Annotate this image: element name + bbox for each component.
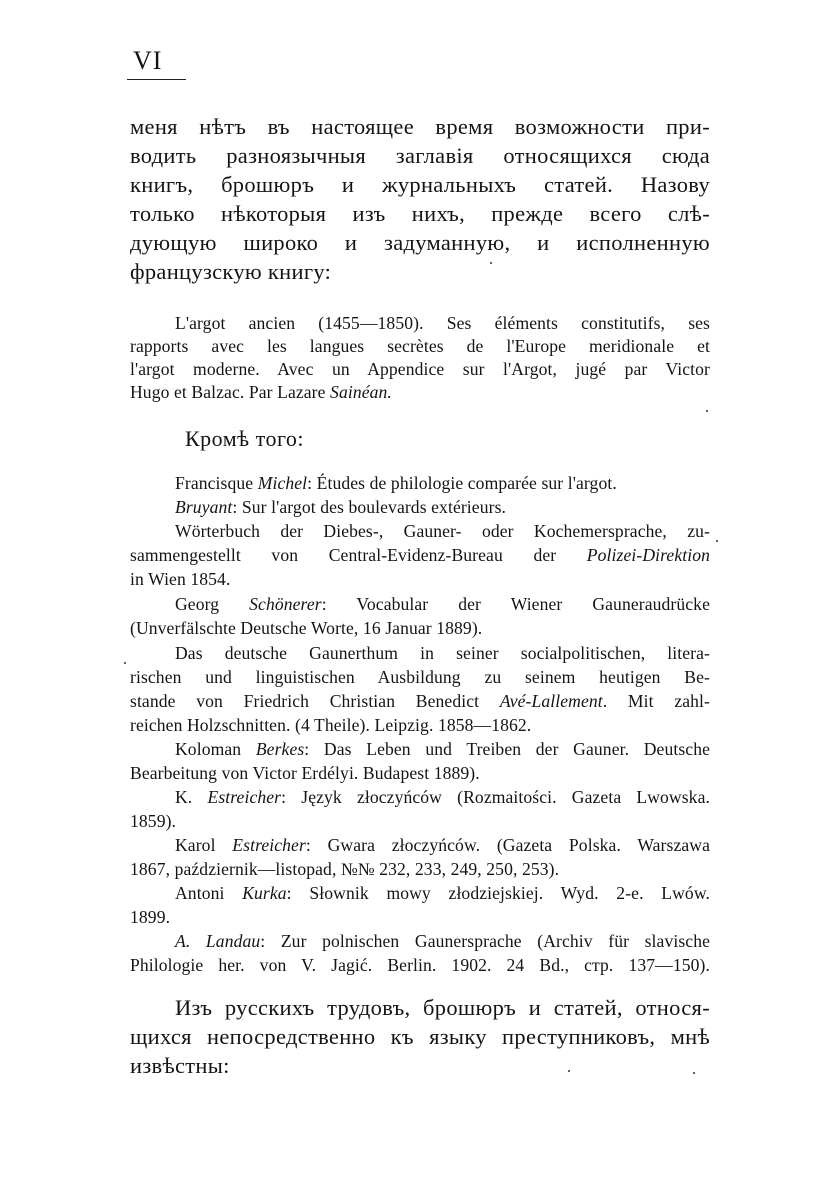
reference-gaunerthum: Das deutsche Gaunerthum in seiner socialpolitischen, litera- — [175, 643, 710, 663]
author-name: Bruyant — [175, 497, 233, 517]
reference-line: rischen und linguistischen Ausbildung zu seinem heutigen Be- — [130, 667, 710, 687]
scan-speck — [716, 540, 718, 542]
author-name: Estreicher — [232, 835, 306, 855]
author-name: Kurka — [242, 883, 287, 903]
reference-landau: A. Landau: Zur polnischen Gaunersprache (Archiv für slavische — [175, 931, 710, 951]
reference-line: 1899. — [130, 907, 171, 927]
scan-speck — [490, 262, 492, 264]
outro-line: щихся непосредственно къ языку преступниковъ, мнѣ — [130, 1024, 710, 1049]
scan-speck — [568, 1070, 570, 1072]
author-name: Michel — [257, 473, 308, 493]
reference-line: reichen Holzschnitten. (4 Theile). Leipzig. 1858—1862. — [130, 715, 532, 735]
reference-line: stande von Friedrich Christian Benedict Avé-Lallement. Mit zahl- — [130, 691, 710, 711]
section-heading: Кромѣ того: — [185, 426, 305, 451]
reference-line: sammengestellt von Central-Evidenz-Bureau der Polizei-Direktion — [130, 545, 710, 565]
page-number: VI — [133, 46, 163, 75]
reference-line: 1867, październik—listopad, №№ 232, 233, 249, 250, 253). — [130, 859, 560, 879]
reference-berkes: Koloman Berkes: Das Leben und Treiben der Gauner. Deutsche — [175, 739, 710, 759]
reference-kurka: Antoni Kurka: Słownik mowy złodziejskiej. Wyd. 2-e. Lwów. — [175, 883, 710, 903]
reference-line: Hugo et Balzac. Par Lazare Sainéan. — [130, 382, 392, 402]
outro-line: Изъ русскихъ трудовъ, брошюръ и статей, относя- — [175, 995, 710, 1020]
reference-line: 1859). — [130, 811, 177, 831]
reference-line: rapports avec les langues secrètes de l'Europe meridionale et — [130, 336, 710, 356]
page-number-rule — [127, 79, 186, 80]
intro-line: водить разноязычныя заглавія относящихся сюда — [130, 143, 710, 168]
author-name: Avé-Lallement — [499, 691, 603, 711]
author-name: Berkes — [255, 739, 305, 759]
author-name: Estreicher — [207, 787, 282, 807]
intro-line: дующую широко и задуманную, и исполненную — [130, 230, 710, 255]
reference-line: Philologie her. von V. Jagić. Berlin. 1902. 24 Bd., стр. 137—150). — [130, 955, 710, 975]
reference-bruyant: Bruyant: Sur l'argot des boulevards extérieurs. — [175, 497, 507, 517]
intro-line: меня нѣтъ въ настоящее время возможности при- — [130, 114, 710, 139]
scan-speck — [706, 410, 708, 412]
reference-estreicher-k: K. Estreicher: Język złoczyńców (Rozmaitości. Gazeta Lwowska. — [175, 787, 710, 807]
author-name: A. Landau — [175, 931, 261, 951]
scan-speck — [693, 1072, 695, 1074]
outro-line: извѣстны: — [130, 1053, 230, 1078]
reference-michel: Francisque Michel: Études de philologie comparée sur l'argot. — [175, 473, 617, 493]
reference-line: Bearbeitung von Victor Erdélyi. Budapest 1889). — [130, 763, 480, 783]
author-name: Sainéan. — [330, 382, 392, 402]
intro-line: книгъ, брошюръ и журнальныхъ статей. Назову — [130, 172, 710, 197]
reference-worterbuch: Wörterbuch der Diebes-, Gauner- oder Kochemersprache, zu- — [175, 521, 710, 541]
author-name: Schönerer — [249, 594, 322, 614]
italic-title: Polizei-Direktion — [586, 545, 710, 565]
intro-line: только нѣкоторыя изъ нихъ, прежде всего слѣ- — [130, 201, 710, 226]
reference-estreicher-karol: Karol Estreicher: Gwara złoczyńców. (Gazeta Polska. Warszawa — [175, 835, 710, 855]
reference-line: l'argot moderne. Avec un Appendice sur l'Argot, jugé par Victor — [130, 359, 710, 379]
intro-line: французскую книгу: — [130, 259, 332, 284]
reference-line: (Unverfälschte Deutsche Worte, 16 Januar 1889). — [130, 618, 483, 638]
reference-line: in Wien 1854. — [130, 569, 231, 589]
scan-speck — [124, 662, 126, 664]
reference-schonerer: Georg Schönerer: Vocabular der Wiener Gauneraudrücke — [175, 594, 710, 614]
reference-line: L'argot ancien (1455—1850). Ses éléments constitutifs, ses — [175, 313, 710, 333]
